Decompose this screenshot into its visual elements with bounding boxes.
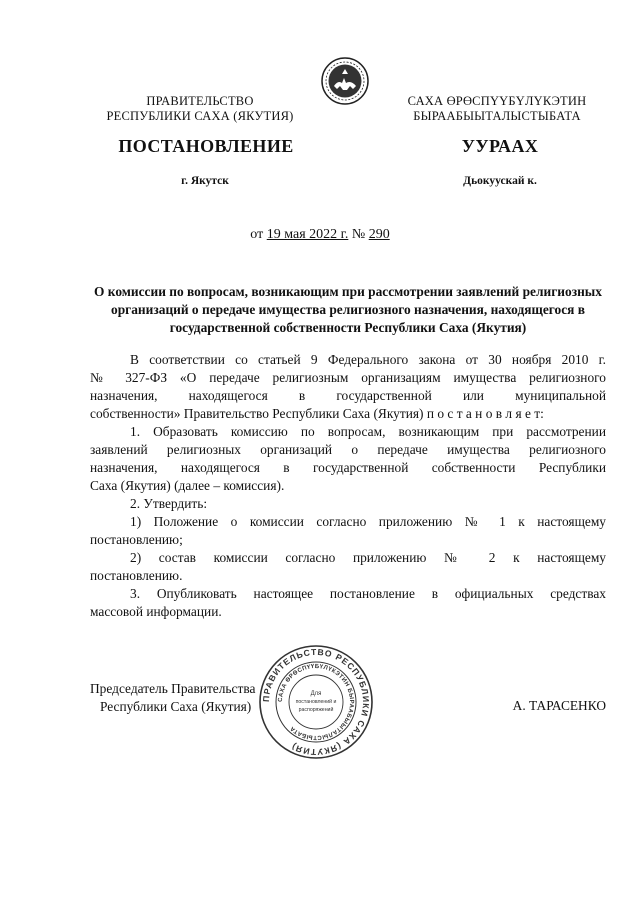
item2-2-line: постановлению. — [90, 568, 183, 583]
item3-line: массовой информации. — [90, 604, 222, 619]
document-subject: О комиссии по вопросам, возникающим при рассмотрении заявлений религиозных организаций о передаче имущества религиозного назначения, находящегося в государственной собственности Республики Саха (Якутия) — [94, 284, 602, 335]
number-label: № — [351, 227, 366, 242]
document-body — [90, 351, 606, 621]
item2-line: 2. Утвердить: — [130, 496, 208, 511]
coat-of-arms-emblem — [320, 56, 370, 106]
intro-line: собственности» Правительство Республики Саха (Якутия) п о с т а н о в л я е т: — [90, 406, 544, 421]
issuer-ru-line1: ПРАВИТЕЛЬСТВО — [146, 94, 254, 108]
seal-inner-text: САХА ӨРӨСПҮҮБҮЛҮКЭТИН БЫРААБЫЫТАЛЫСТЫБАТА — [277, 663, 355, 741]
city-ru: г. Якутск — [181, 175, 229, 187]
seal-center-line2: постановлений и — [295, 699, 337, 705]
document-type-sakha: УУРААХ — [461, 136, 539, 156]
document-type-ru: ПОСТАНОВЛЕНИЕ — [118, 136, 294, 156]
issuer-sakha-line2: БЫРААБЫЫТАЛЫСТЫБАТА — [413, 109, 581, 123]
document-date: 19 мая 2022 г. — [266, 227, 349, 242]
item1-line: заявлений религиозных организаций о передаче имущества религиозного — [90, 442, 606, 457]
item3-line: 3. Опубликовать настоящее постановление в официальных средствах — [130, 586, 606, 601]
issuer-ru-line2: РЕСПУБЛИКИ САХА (ЯКУТИЯ) — [106, 109, 294, 123]
intro-line: № 327-ФЗ «О передаче религиозным организациям имущества религиозного — [90, 370, 606, 385]
item1-line: Саха (Якутия) (далее – комиссия). — [90, 478, 285, 493]
city-sakha: Дьокуускай к. — [463, 175, 537, 187]
item1-line: 1. Образовать комиссию по вопросам, возникающим при рассмотрении — [130, 424, 606, 439]
item2-1-line: 1) Положение о комиссии согласно приложению № 1 к настоящему — [130, 514, 606, 529]
issuer-name-sakha — [388, 94, 606, 124]
issuer-name-ru — [100, 94, 300, 124]
intro-line: В соответствии со статьей 9 Федерального закона от 30 ноября 2010 г. — [130, 352, 606, 367]
signatory-position-line2: Республики Саха (Якутия) — [100, 699, 252, 714]
date-number-line — [0, 227, 640, 243]
seal-center-line3: распоряжений — [298, 707, 334, 713]
intro-line: назначения, находящегося в государственной или муниципальной — [90, 388, 606, 403]
document-number: 290 — [368, 227, 390, 242]
item2-2-line: 2) состав комиссии согласно приложению № 2 к настоящему — [130, 550, 606, 565]
signatory-name: А. ТАРАСЕНКО — [512, 698, 606, 713]
seal-center-line1: Для — [310, 691, 322, 697]
signatory-position-line1: Председатель Правительства — [90, 681, 256, 696]
official-seal — [258, 644, 374, 760]
issuer-sakha-line1: САХА ӨРӨСПҮҮБҮЛҮКЭТИН — [407, 94, 587, 108]
item1-line: назначения, находящегося в государственной собственности Республики — [90, 460, 606, 475]
date-prefix: от — [250, 227, 264, 242]
item2-1-line: постановлению; — [90, 532, 183, 547]
seal-outer-text: ПРАВИТЕЛЬСТВО РЕСПУБЛИКИ САХА (ЯКУТИЯ) — [260, 646, 372, 758]
